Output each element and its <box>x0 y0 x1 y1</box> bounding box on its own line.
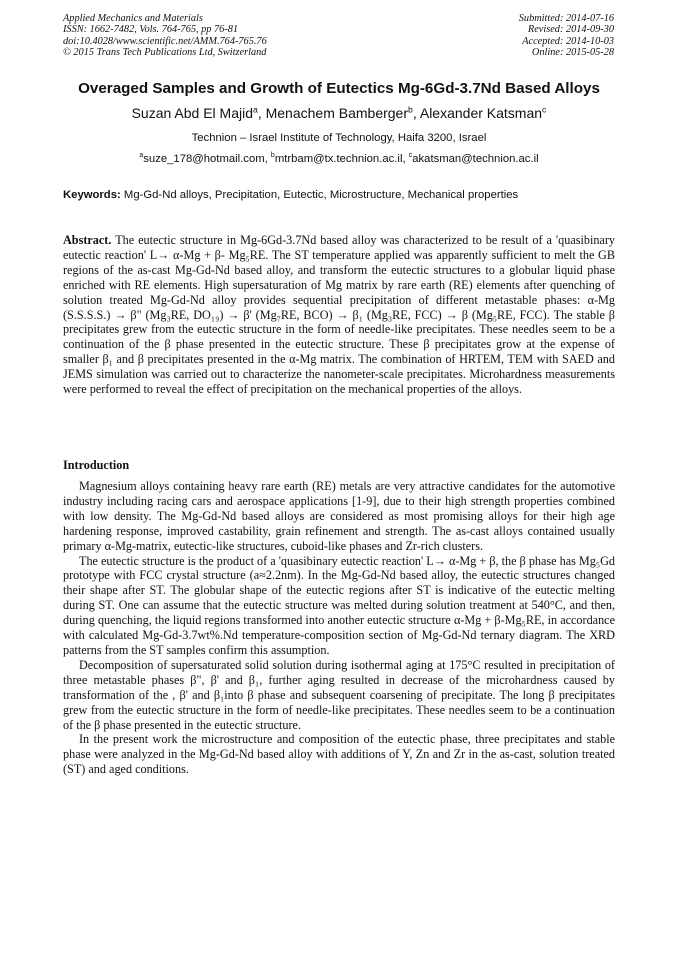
introduction-body <box>63 479 615 777</box>
intro-paragraph: In the present work the microstructure and composition of the eutectic phase, three precipitates and stable phase were analyzed in the Mg-Gd-Nd based alloy with additions of Y, Zn and Zr in the as-cast, solution treated (ST) and aged conditions. <box>63 732 615 777</box>
submission-dates <box>519 13 614 59</box>
intro-paragraph: Decomposition of supersaturated solid solution during isothermal aging at 175°C resulted in precipitation of three metastable phases β", β' and β₁, further aging resulted in decrease of the microhardness caused by transformation of the , β' and β₁into β phase and subsequent coarsening of precipitate. The long β precipitates grew from the eutectic structure in the form of needle-like precipitates. These needles seem to be a continuation of the β phase presented in the eutectic structure. <box>63 657 615 732</box>
copyright-line: © 2015 Trans Tech Publications Ltd, Switzerland <box>63 47 267 59</box>
introduction-heading: Introduction <box>63 458 130 472</box>
email-address[interactable]: mtrbam@tx.technion.ac.il <box>274 153 403 165</box>
abstract-label: Abstract. <box>63 233 112 247</box>
submitted-date: Submitted: 2014-07-16 <box>518 13 614 24</box>
email-list: $^a$suze_178@hotmail.com, $^b$mtrbam@tx.technion.ac.il, $^c$akatsman@technion.ac.il <box>139 152 539 165</box>
affiliation: Technion – Israel Institute of Technology, Haifa 3200, Israel <box>191 132 487 144</box>
author-list: Suzan Abd El Majid$^a$, Menachem Bamberger$^b$, Alexander Katsman$^c$ <box>131 104 547 121</box>
email-mark: c <box>408 152 413 160</box>
author-mark: c <box>542 104 547 115</box>
abstract <box>63 233 615 397</box>
abstract-text: The eutectic structure in Mg-6Gd-3.7Nd based alloy was characterized to be result of a 'quasibinary eutectic reaction' L→ α-Mg + β- Mg₅RE. The ST temperature applied was apparently sufficient to melt the GB regions of the as-cast Mg-Gd-Nd based alloy, and transform the eutectic structures to a globular liquid phase enriched with RE elements. High supersaturation of Mg matrix by rare earth (RE) elements after quenching of solution treated Mg-Gd-Nd alloy provides sequential precipitation of different metastable phases: α-Mg (S.S.S.S.) → β" (Mg₃RE, DO₁₉) → β' (Mg₇RE, BCO) → β₁ (Mg₃RE, FCC) → β (Mg₅RE, FCC). The stable β precipitates grew from the eutectic structure in the form of needle-like precipitates. These needles seem to be a continuation of the β phase presented in the eutectic structure. These β precipitates grow at the expense of smaller β₁ and β precipitates presented in the α-Mg matrix. The combination of HRTEM, TEM with SAED and JEMS simulation was carried out to characterize the nanometer-scale precipitates. Microhardness measurements were performed to reveal the effect of precipitation on the mechanical properties of the alloys. <box>63 233 615 397</box>
author-name: Suzan Abd El Majid <box>131 105 253 121</box>
journal-info <box>63 13 267 59</box>
email-address[interactable]: akatsman@technion.ac.il <box>412 153 539 165</box>
intro-paragraph: The eutectic structure is the product of a 'quasibinary eutectic reaction' L→ α-Mg + β, the β phase has Mg₅Gd prototype with FCC crystal structure (a≈2.2nm). In the Mg-Gd-Nd based alloy, the eutectic structures changed their shape after ST. The globular shape of the eutectic regions after ST is indicative of the eutectic melting during ST. One can assume that the eutectic structure was melted during solution treatment at 540°C, and then, during quenching, the liquid regions transformed into another eutectic structure α-Mg + β-Mg₅RE, in accordance with calculated Mg-Gd-3.7wt%.Nd temperature-composition section of Mg-Gd-Nd ternary diagram. The XRD patterns from the ST samples confirm this assumption. <box>63 553 615 657</box>
revised-date: Revised: 2014-09-30 <box>527 24 614 36</box>
accepted-date: Accepted: 2014-10-03 <box>522 35 614 47</box>
author-mark: b <box>408 104 413 115</box>
keywords-text: Mg-Gd-Nd alloys, Precipitation, Eutectic, Microstructure, Mechanical properties <box>123 189 519 201</box>
author-name: Menachem Bamberger <box>265 105 409 121</box>
author-mark: a <box>253 104 258 115</box>
keywords-label: Keywords: <box>63 189 121 201</box>
email-mark: a <box>139 152 144 160</box>
intro-paragraph: Magnesium alloys containing heavy rare earth (RE) metals are very attractive candidates for the automotive industry including racing cars and aerospace applications [1-9], due to their high strength properties combined with low density. The Mg-Gd-Nd based alloys are considered as most promising alloys for their high age hardening response, improved castability, grain refinement and strength. The as-cast alloys contained usually primary α-Mg-matrix, eutectic-like structures, cuboid-like phases and Zr-rich clusters. <box>63 479 615 553</box>
email-mark: b <box>270 152 275 160</box>
issn-line: ISSN: 1662-7482, Vols. 764-765, pp 76-81 <box>63 24 239 36</box>
author-name: Alexander Katsman <box>419 105 543 121</box>
journal-name: Applied Mechanics and Materials <box>63 13 203 24</box>
email-address[interactable]: suze_178@hotmail.com <box>143 153 265 165</box>
paper-title: Overaged Samples and Growth of Eutectics Mg-6Gd-3.7Nd Based Alloys <box>78 80 600 97</box>
online-date: Online: 2015-05-28 <box>531 47 614 59</box>
doi-line[interactable]: doi:10.4028/www.scientific.net/AMM.764-765.76 <box>63 35 267 47</box>
keywords <box>63 188 615 202</box>
